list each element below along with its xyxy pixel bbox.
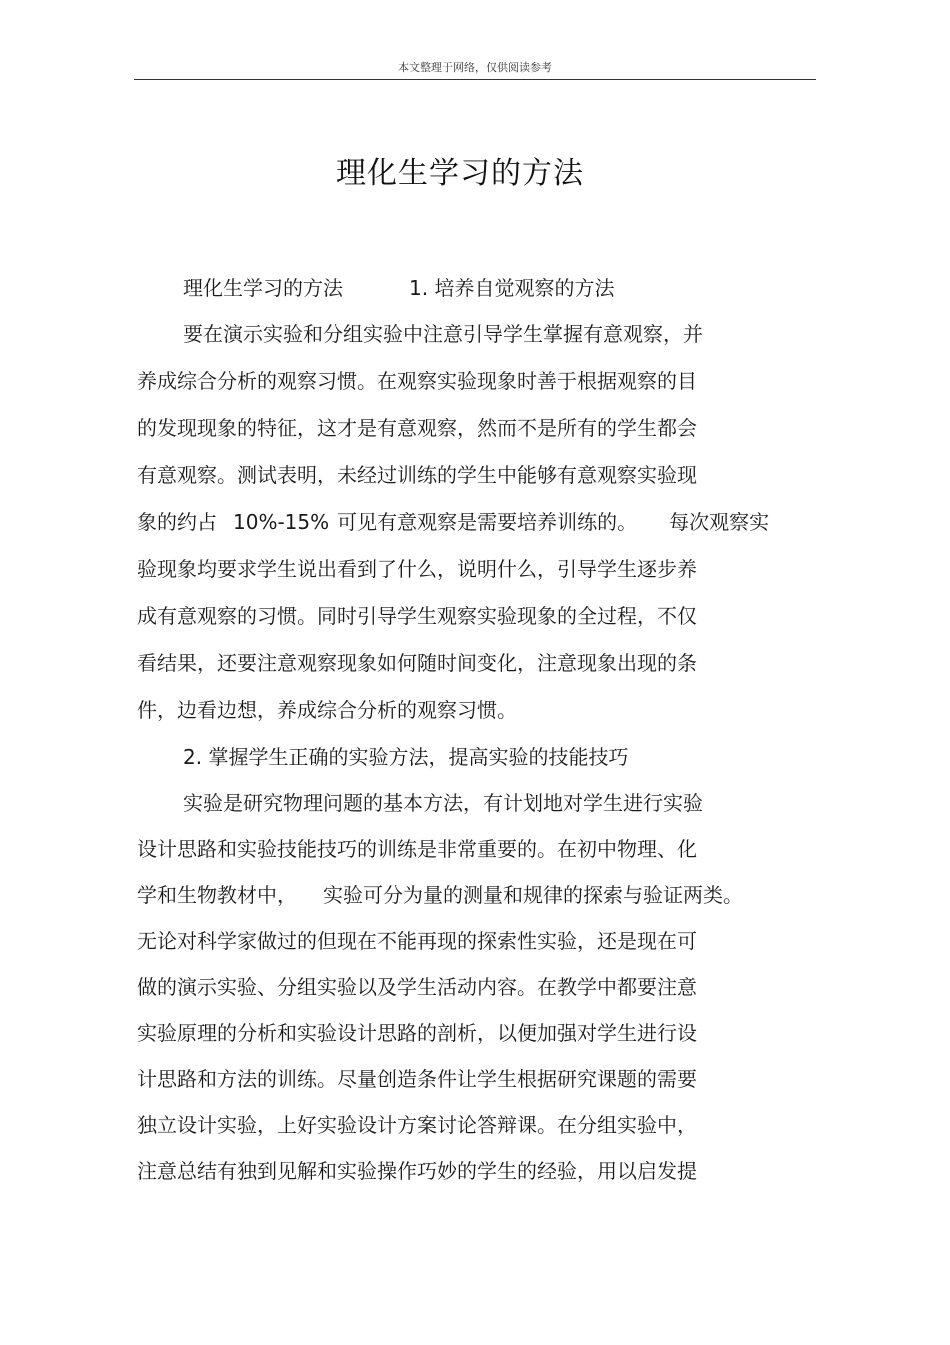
line-segment: 每次观察实 — [669, 510, 770, 534]
line-segment: 可见有意观察是需要培养训练的。 — [337, 510, 638, 534]
paragraph-line-1 — [183, 274, 614, 302]
line-segment: 学和生物教材中， — [137, 883, 297, 907]
paragraph-line-9: 看结果，还要注意观察现象如何随时间变化，注意现象出现的条 — [137, 651, 697, 675]
paragraph-line-20: 注意总结有独到见解和实验操作巧妙的学生的经验，用以启发提 — [137, 1159, 697, 1183]
paragraph-line-16: 做的演示实验、分组实验以及学生活动内容。在教学中都要注意 — [137, 975, 697, 999]
paragraph-line-12: 实验是研究物理问题的基本方法，有计划地对学生进行实验 — [183, 791, 703, 815]
section-heading-2: 2. 掌握学生正确的实验方法，提高实验的技能技巧 — [183, 745, 629, 769]
paragraph-line-17: 实验原理的分析和实验设计思路的剖析，以便加强对学生进行设 — [137, 1021, 697, 1045]
section-lead: 理化生学习的方法 — [183, 276, 343, 300]
paragraph-line-8: 成有意观察的习惯。同时引导学生观察实验现象的全过程，不仅 — [137, 604, 697, 628]
line-segment: 实验可分为量的测量和规律的探索与验证两类。 — [323, 883, 743, 907]
paragraph-line-15: 无论对科学家做过的但现在不能再现的探索性实验，还是现在可 — [137, 929, 697, 953]
paragraph-line-6 — [137, 508, 769, 536]
paragraph-line-5: 有意观察。测试表明，未经过训练的学生中能够有意观察实验现 — [137, 463, 697, 487]
header-note: 本文整理于网络，仅供阅读参考 — [398, 61, 552, 74]
header-divider — [134, 79, 816, 80]
paragraph-line-2: 要在演示实验和分组实验中注意引导学生掌握有意观察，并 — [183, 322, 703, 346]
section-heading-1: 1. 培养自觉观察的方法 — [409, 276, 615, 300]
line-segment: 象的约占 — [137, 510, 217, 534]
paragraph-line-14 — [137, 881, 743, 909]
paragraph-line-13: 设计思路和实验技能技巧的训练是非常重要的。在初中物理、化 — [137, 837, 697, 861]
paragraph-line-19: 独立设计实验，上好实验设计方案讨论答辩课。在分组实验中， — [137, 1113, 697, 1137]
document-title: 理化生学习的方法 — [336, 156, 584, 191]
paragraph-line-4: 的发现现象的特征，这才是有意观察，然而不是所有的学生都会 — [137, 416, 697, 440]
paragraph-line-7: 验现象均要求学生说出看到了什么，说明什么，引导学生逐步养 — [137, 557, 697, 581]
paragraph-line-10: 件，边看边想，养成综合分析的观察习惯。 — [137, 698, 517, 722]
paragraph-line-3: 养成综合分析的观察习惯。在观察实验现象时善于根据观察的目 — [137, 369, 697, 393]
paragraph-line-18: 计思路和方法的训练。尽量创造条件让学生根据研究课题的需要 — [137, 1067, 697, 1091]
percentage-range: 10%-15% — [233, 510, 330, 534]
